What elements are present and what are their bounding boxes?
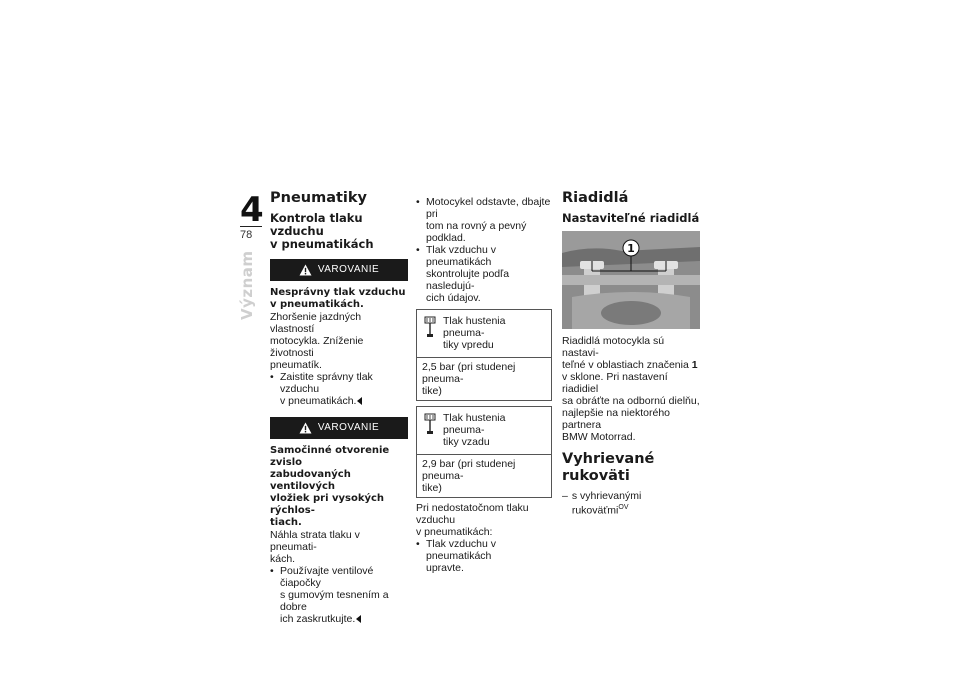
column-1 bbox=[270, 190, 408, 625]
text-line: upravte. bbox=[426, 562, 464, 574]
text-line: cich údajov. bbox=[426, 292, 481, 304]
list-item bbox=[270, 565, 408, 625]
subsection-title-adjustable: Nastaviteľné riadidlá bbox=[562, 211, 700, 225]
section-title-tires: Pneumatiky bbox=[270, 190, 367, 206]
warning-title-line: zabudovaných ventilových bbox=[270, 469, 351, 492]
text-line: najlepšie na niektorého partnera bbox=[562, 407, 670, 431]
text-line: Tlak vzduchu v pneumatikách bbox=[426, 538, 497, 562]
text-line: Motocykel odstavte, dbajte pri bbox=[426, 196, 551, 220]
column-3 bbox=[562, 190, 700, 517]
body-text bbox=[416, 502, 552, 538]
option-line bbox=[562, 490, 700, 517]
end-marker-icon bbox=[357, 397, 362, 405]
tire-pressure-gauge-icon bbox=[423, 412, 437, 436]
warning-triangle-icon bbox=[299, 422, 312, 434]
warning-title bbox=[270, 445, 408, 529]
text-line: Používajte ventilové čiapočky bbox=[280, 565, 374, 589]
warning-bullets bbox=[270, 565, 408, 625]
warning-title-line: tiach. bbox=[270, 517, 302, 528]
chapter-sidebar bbox=[240, 190, 264, 241]
body-text bbox=[562, 335, 700, 443]
text-line: tom na rovný a pevný podklad. bbox=[426, 220, 527, 244]
text-line: v pneumatikách: bbox=[416, 526, 493, 538]
warning-text bbox=[270, 529, 408, 565]
text-line: tiky vpredu bbox=[443, 339, 494, 351]
text-line: Náhla strata tlaku v pneumati- bbox=[270, 529, 360, 553]
warning-title-line: v pneumatikách. bbox=[270, 299, 364, 310]
end-marker-icon bbox=[356, 615, 361, 623]
subtitle-line: v pneumatikách bbox=[270, 237, 374, 251]
text-line: Pri nedostatočnom tlaku vzduchu bbox=[416, 502, 529, 526]
pressure-table-rear bbox=[416, 406, 552, 498]
warning-title-line: Nesprávny tlak vzduchu bbox=[270, 287, 406, 298]
pressure-table-header bbox=[417, 407, 551, 455]
text-line: s gumovým tesnením a dobre bbox=[280, 589, 389, 613]
warning-title-line: Samočinné otvorenie zvislo bbox=[270, 445, 390, 468]
text-line: Tlak vzduchu v pneumatikách bbox=[426, 244, 497, 268]
pressure-table-header bbox=[417, 310, 551, 358]
page-number: 78 bbox=[240, 229, 253, 241]
handlebar-photo bbox=[562, 231, 700, 329]
text-line: ich zaskrutkujte. bbox=[280, 613, 356, 625]
text-line: tike) bbox=[422, 385, 442, 397]
pressure-value bbox=[417, 455, 551, 497]
warning-triangle-icon bbox=[299, 264, 312, 276]
callout-reference: 1 bbox=[691, 359, 698, 371]
pressure-value bbox=[417, 358, 551, 400]
warning-label: VAROVANIE bbox=[317, 422, 380, 433]
warning-text bbox=[270, 311, 408, 371]
text-line: s vyhrievanými rukoväťmi bbox=[571, 490, 642, 517]
section-title-handlebars: Riadidlá bbox=[562, 190, 629, 206]
text-line: BMW Motorrad. bbox=[562, 431, 636, 443]
procedure-list bbox=[416, 538, 552, 574]
dash-marker: – bbox=[562, 490, 568, 502]
text-line: Zhoršenie jazdných vlastností bbox=[270, 311, 362, 335]
text-line: kách. bbox=[270, 553, 296, 565]
text-line: Tlak hustenia pneuma- bbox=[443, 315, 506, 339]
subtitle-line: Kontrola tlaku vzduchu bbox=[270, 211, 363, 238]
text-line: pneumatík. bbox=[270, 359, 322, 371]
warning-title-line: vložiek pri vysokých rýchlos- bbox=[270, 493, 385, 516]
section-title-heated-grips: Vyhrievané rukoväti bbox=[562, 451, 655, 484]
warning-banner bbox=[270, 417, 408, 439]
text-line: teľné v oblastiach značenia bbox=[562, 359, 689, 371]
text-line: skontrolujte podľa nasledujú- bbox=[426, 268, 510, 292]
text-line: motocykla. Zníženie životnosti bbox=[270, 335, 364, 359]
section-label: Význam bbox=[238, 250, 256, 320]
list-item bbox=[416, 196, 552, 244]
text-line: tiky vzadu bbox=[443, 436, 490, 448]
list-item bbox=[416, 538, 552, 574]
subsection-title-pressure bbox=[270, 212, 408, 251]
text-line: 2,9 bar (pri studenej pneuma- bbox=[422, 458, 516, 482]
warning-banner bbox=[270, 259, 408, 281]
list-item bbox=[416, 244, 552, 304]
procedure-list bbox=[416, 196, 552, 304]
text-line: v pneumatikách. bbox=[280, 395, 357, 407]
pressure-label bbox=[443, 315, 545, 351]
pressure-label bbox=[443, 412, 545, 448]
chapter-number: 4 bbox=[240, 190, 264, 230]
text-line: Riadidlá motocykla sú nastavi- bbox=[562, 335, 665, 359]
text-line: tike) bbox=[422, 482, 442, 494]
callout-number: 1 bbox=[627, 242, 635, 255]
text-line: v sklone. Pri nastavení riadidiel bbox=[562, 371, 668, 395]
text-line: Tlak hustenia pneuma- bbox=[443, 412, 506, 436]
text-line: sa obráťte na odbornú dielňu, bbox=[562, 395, 700, 407]
warning-label: VAROVANIE bbox=[317, 264, 380, 275]
text-line: Zaistite správny tlak vzduchu bbox=[280, 371, 373, 395]
column-2 bbox=[416, 196, 552, 574]
warning-title bbox=[270, 287, 408, 311]
pressure-table-front bbox=[416, 309, 552, 401]
text-line: 2,5 bar (pri studenej pneuma- bbox=[422, 361, 516, 385]
option-superscript: OV bbox=[618, 504, 629, 511]
tire-pressure-gauge-icon bbox=[423, 315, 437, 339]
option-text bbox=[572, 490, 700, 517]
warning-bullets bbox=[270, 371, 408, 407]
list-item bbox=[270, 371, 408, 407]
